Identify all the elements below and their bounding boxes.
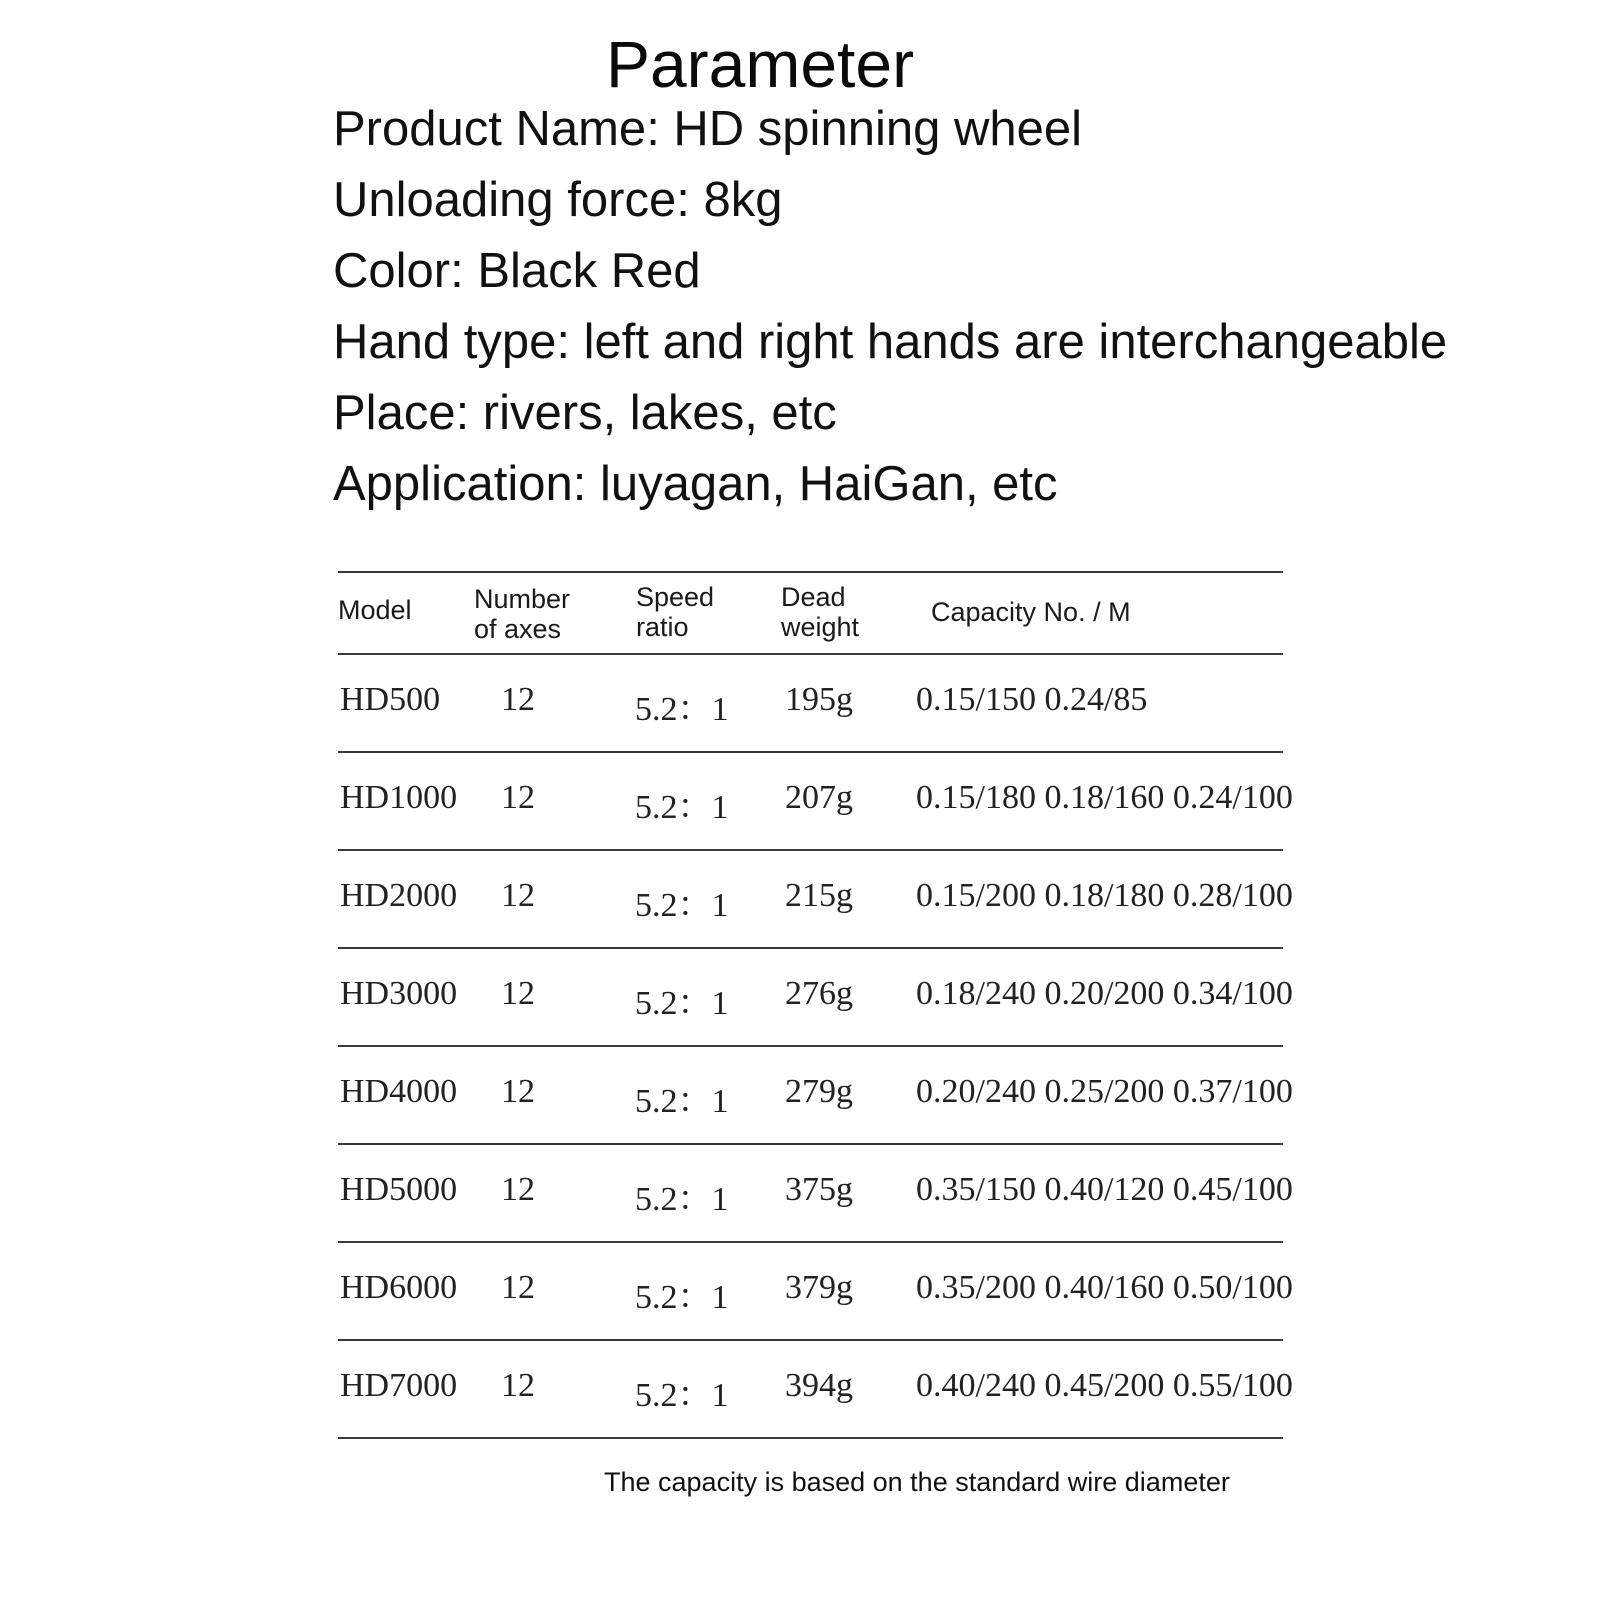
spec-table <box>338 571 1293 1439</box>
param-unloading-force: Unloading force: 8kg <box>333 173 783 227</box>
param-color: Color: Black Red <box>333 244 701 298</box>
cell-capacity: 0.18/240 0.20/200 0.34/100 <box>916 975 1293 1012</box>
cell-model: HD500 <box>340 681 441 718</box>
cell-speed-ratio: 5.2：1 <box>635 1181 729 1218</box>
page-title: Parameter <box>605 27 915 101</box>
cell-speed-ratio: 5.2：1 <box>635 1377 729 1414</box>
capacity-footnote: The capacity is based on the standard wire diameter <box>604 1467 1230 1497</box>
header-number-of-axes: Number of axes <box>474 584 571 644</box>
header-model: Model <box>338 595 412 625</box>
header-dead-weight: Dead weight <box>781 582 860 642</box>
table-row <box>338 1341 1293 1439</box>
cell-axes: 12 <box>501 877 535 914</box>
table-row <box>338 1145 1293 1243</box>
cell-model: HD1000 <box>340 779 458 816</box>
cell-axes: 12 <box>501 779 535 816</box>
table-row <box>338 1047 1293 1145</box>
cell-capacity: 0.20/240 0.25/200 0.37/100 <box>916 1073 1293 1110</box>
cell-speed-ratio: 5.2：1 <box>635 1083 729 1120</box>
cell-capacity: 0.15/180 0.18/160 0.24/100 <box>916 779 1293 816</box>
table-row <box>338 753 1293 851</box>
header-capacity: Capacity No. / M <box>931 597 1131 627</box>
cell-model: HD3000 <box>340 975 458 1012</box>
cell-axes: 12 <box>501 681 535 718</box>
table-row <box>338 1243 1293 1341</box>
cell-speed-ratio: 5.2：1 <box>635 691 729 728</box>
cell-speed-ratio: 5.2：1 <box>635 789 729 826</box>
cell-dead-weight: 207g <box>785 779 853 816</box>
cell-speed-ratio: 5.2：1 <box>635 887 729 924</box>
cell-dead-weight: 276g <box>785 975 853 1012</box>
cell-dead-weight: 394g <box>785 1367 853 1404</box>
param-place: Place: rivers, lakes, etc <box>333 386 837 440</box>
table-row <box>338 655 1283 753</box>
cell-axes: 12 <box>501 975 535 1012</box>
header-speed-ratio: Speed ratio <box>636 582 715 642</box>
table-header <box>338 573 1283 655</box>
cell-speed-ratio: 5.2：1 <box>635 985 729 1022</box>
cell-dead-weight: 195g <box>785 681 853 718</box>
cell-dead-weight: 375g <box>785 1171 853 1208</box>
cell-model: HD6000 <box>340 1269 458 1306</box>
cell-axes: 12 <box>501 1367 535 1404</box>
table-row <box>338 851 1293 949</box>
cell-capacity: 0.15/150 0.24/85 <box>916 681 1148 718</box>
cell-model: HD4000 <box>340 1073 458 1110</box>
cell-axes: 12 <box>501 1073 535 1110</box>
cell-model: HD7000 <box>340 1367 458 1404</box>
cell-dead-weight: 379g <box>785 1269 853 1306</box>
cell-dead-weight: 215g <box>785 877 853 914</box>
cell-model: HD5000 <box>340 1171 458 1208</box>
cell-axes: 12 <box>501 1171 535 1208</box>
cell-model: HD2000 <box>340 877 458 914</box>
cell-capacity: 0.15/200 0.18/180 0.28/100 <box>916 877 1293 914</box>
cell-dead-weight: 279g <box>785 1073 853 1110</box>
cell-axes: 12 <box>501 1269 535 1306</box>
cell-capacity: 0.35/150 0.40/120 0.45/100 <box>916 1171 1293 1208</box>
param-product-name: Product Name: HD spinning wheel <box>333 102 1082 156</box>
param-hand-type: Hand type: left and right hands are interchangeable <box>333 315 1448 369</box>
cell-capacity: 0.40/240 0.45/200 0.55/100 <box>916 1367 1293 1404</box>
parameter-list <box>333 94 1447 520</box>
param-application: Application: luyagan, HaiGan, etc <box>333 457 1058 511</box>
cell-speed-ratio: 5.2：1 <box>635 1279 729 1316</box>
cell-capacity: 0.35/200 0.40/160 0.50/100 <box>916 1269 1293 1306</box>
table-row <box>338 949 1293 1047</box>
